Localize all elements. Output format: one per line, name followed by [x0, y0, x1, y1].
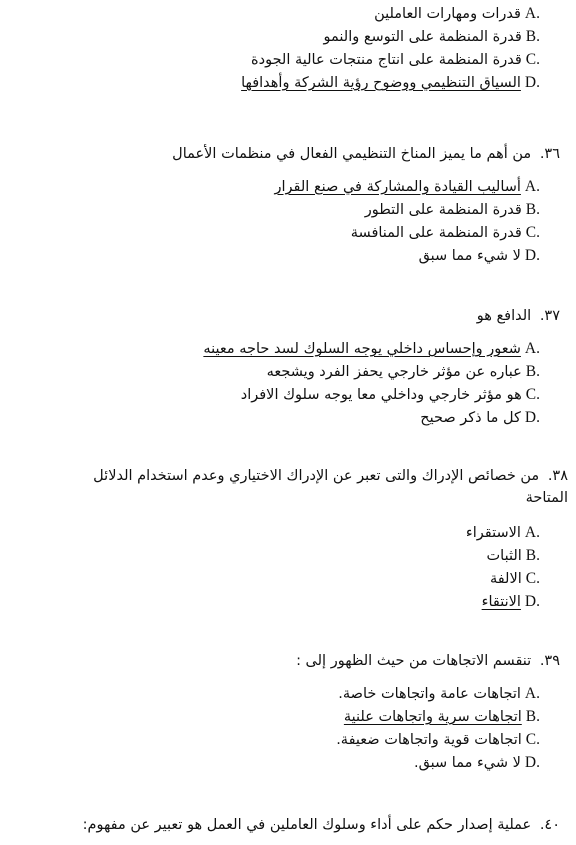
question-stem: [93, 466, 568, 487]
option-letter: C.: [525, 224, 540, 241]
option-d: [414, 752, 540, 774]
option-text-correct: أساليب القيادة والمشاركة في صنع القرار: [274, 179, 521, 195]
option-b: [344, 706, 540, 728]
question-number: ٣٦.: [539, 146, 560, 162]
option-letter: D.: [524, 247, 540, 264]
question-number: ٤٠.: [539, 817, 560, 833]
option-text-correct: اتجاهات سرية واتجاهات علنية: [343, 709, 522, 725]
question-text-continued: المتاحة: [525, 490, 568, 506]
option-text: قدرة المنظمة على انتاج منتجات عالية الجودة: [251, 52, 522, 68]
option-letter: A.: [524, 5, 540, 22]
option-text-correct: شعور وإحساس داخلي يوجه السلوك لسد حاجه معينه: [203, 341, 521, 357]
option-c: [251, 49, 540, 71]
question-text: عملية إصدار حكم على أداء وسلوك العاملين في العمل هو تعبير عن مفهوم:: [82, 817, 532, 833]
option-b: [365, 199, 540, 221]
option-text: الاستقراء: [465, 525, 521, 541]
option-b: [324, 26, 540, 48]
option-text-correct: السياق التنظيمي ووضوح رؤية الشركة وأهدافها: [241, 75, 521, 91]
option-d: [241, 72, 540, 94]
option-text: قدرة المنظمة على التوسع والنمو: [323, 29, 522, 45]
option-letter: B.: [525, 28, 540, 45]
question-stem: [477, 306, 560, 327]
question-text: الدافع هو: [476, 308, 532, 324]
option-letter: B.: [525, 363, 540, 380]
question-stem: [83, 815, 560, 836]
option-letter: B.: [525, 708, 540, 725]
question-number: ٣٧.: [539, 308, 560, 324]
option-letter: B.: [525, 547, 540, 564]
option-text: اتجاهات عامة واتجاهات خاصة.: [338, 686, 521, 702]
option-letter: C.: [525, 51, 540, 68]
option-text: عباره عن مؤثر خارجي يحفز الفرد ويشجعه: [266, 364, 522, 380]
option-text: لا شيء مما سبق.: [413, 755, 521, 771]
option-letter: D.: [524, 409, 540, 426]
option-c: [336, 729, 540, 751]
option-text: الثبات: [486, 548, 522, 564]
option-letter: A.: [524, 340, 540, 357]
option-letter: A.: [524, 685, 540, 702]
option-text: قدرة المنظمة على التطور: [364, 202, 522, 218]
question-text: من أهم ما يميز المناخ التنظيمي الفعال في منظمات الأعمال: [172, 146, 532, 162]
question-stem: [296, 651, 560, 672]
option-text: قدرة المنظمة على المنافسة: [350, 225, 522, 241]
question-number: ٣٩.: [539, 653, 560, 669]
question-number: ٣٨.: [547, 468, 568, 484]
option-d: [420, 407, 540, 429]
option-text: كل ما ذكر صحيح: [420, 410, 521, 426]
question-text: من خصائص الإدراك والتى تعبر عن الإدراك الاختياري وعدم استخدام الدلائل: [93, 468, 540, 484]
option-letter: D.: [524, 593, 540, 610]
option-text-correct: الانتقاء: [481, 594, 521, 610]
option-c: [490, 568, 540, 590]
option-a: [466, 522, 540, 544]
option-c: [351, 222, 540, 244]
option-letter: B.: [525, 201, 540, 218]
option-letter: C.: [525, 570, 540, 587]
option-a: [338, 683, 540, 705]
option-letter: C.: [525, 386, 540, 403]
option-text: لا شيء مما سبق: [418, 248, 521, 264]
option-a: [203, 338, 540, 360]
question-stem: [172, 144, 560, 165]
option-a: [374, 3, 540, 25]
option-b: [267, 361, 540, 383]
option-letter: D.: [524, 74, 540, 91]
option-text: اتجاهات قوية واتجاهات ضعيفة.: [336, 732, 522, 748]
option-text: الالفة: [489, 571, 522, 587]
option-a: [275, 176, 540, 198]
question-text: تنقسم الاتجاهات من حيث الظهور إلى :: [296, 653, 532, 669]
option-d: [419, 245, 540, 267]
option-letter: C.: [525, 731, 540, 748]
option-letter: A.: [524, 524, 540, 541]
option-c: [241, 384, 540, 406]
option-b: [487, 545, 541, 567]
option-text: قدرات ومهارات العاملين: [374, 6, 521, 22]
option-text: هو مؤثر خارجي وداخلي معا يوجه سلوك الافراد: [240, 387, 522, 403]
option-letter: A.: [524, 178, 540, 195]
option-d: [482, 591, 540, 613]
option-letter: D.: [524, 754, 540, 771]
